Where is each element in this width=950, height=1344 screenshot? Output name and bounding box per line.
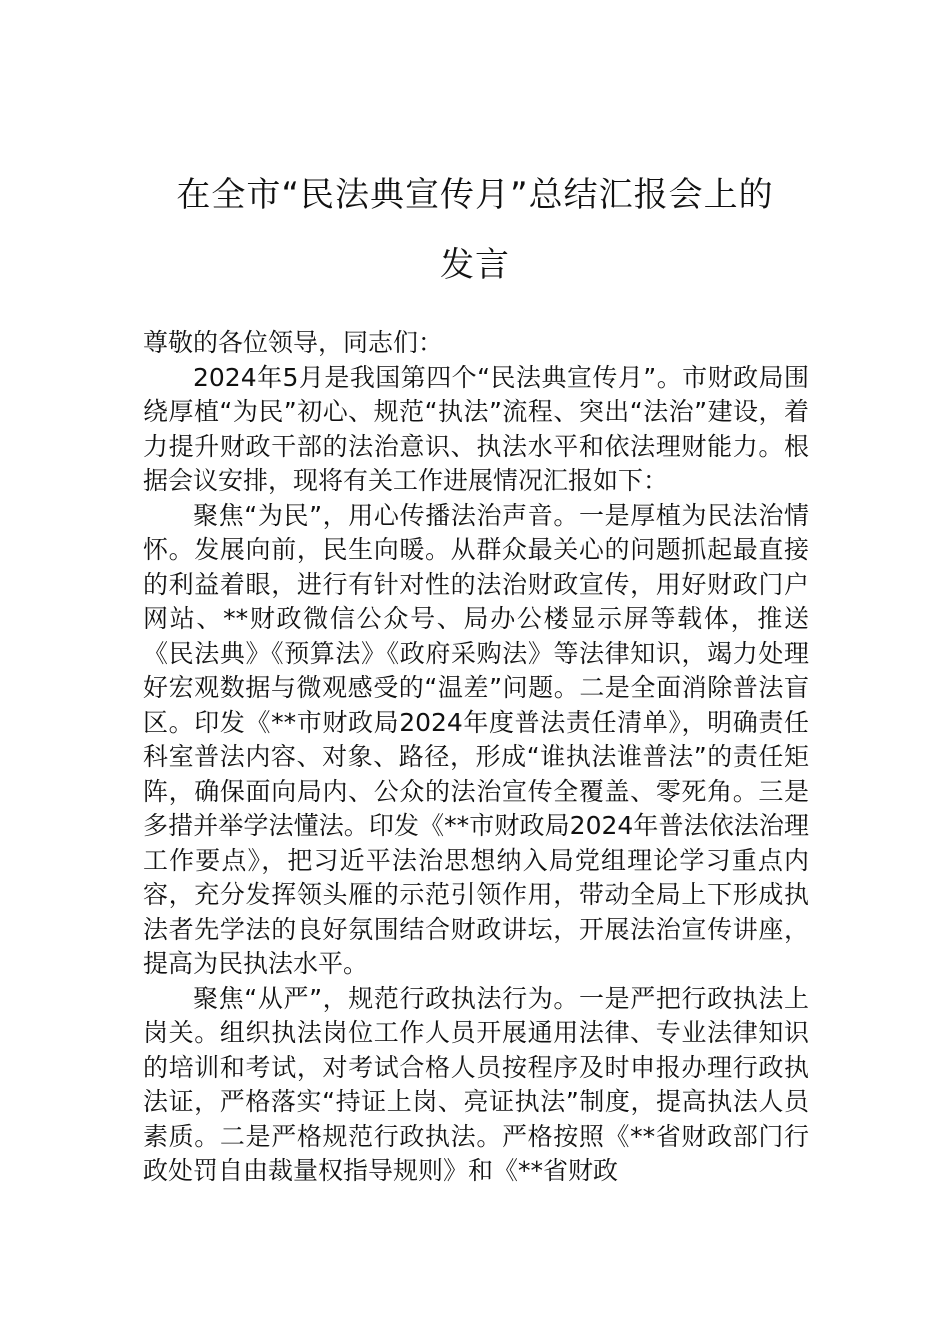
document-body (143, 326, 809, 1189)
title-line-2: 发言 (440, 245, 510, 285)
title-line-1: 在全市“民法典宣传月”总结汇报会上的 (176, 175, 774, 215)
paragraph-strict-enforcement: 聚焦“从严”，规范行政执法行为。一是严把行政执法上岗关。组织执法岗位工作人员开展通用法律、专业法律知识的培训和考试，对考试合格人员按程序及时申报办理行政执法证，严格落实“持证上岗、亮证执法”制度，提高执法人员素质。二是严格规范行政执法。严格按照《**省财政部门行政处罚自由裁量权指导规则》和《**省财政 (143, 983, 809, 1185)
salutation: 尊敬的各位领导，同志们： (143, 328, 444, 357)
paragraph-intro: 2024年5月是我国第四个“民法典宣传月”。市财政局围绕厚植“为民”初心、规范“执法”流程、突出“法治”建设，着力提升财政干部的法治意识、执法水平和依法理财能力。根据会议安排，现将有关工作进展情况汇报如下： (143, 362, 809, 495)
document-title (120, 160, 830, 300)
paragraph-for-the-people: 聚焦“为民”，用心传播法治声音。一是厚植为民法治情怀。发展向前，民生向暖。从群众最关心的问题抓起最直接的利益着眼，进行有针对性的法治财政宣传，用好财政门户网站、**财政微信公众号、局办公楼显示屏等载体，推送《民法典》《预算法》《政府采购法》等法律知识，竭力处理好宏观数据与微观感受的“温差”问题。二是全面消除普法盲区。印发《**市财政局2024年度普法责任清单》，明确责任科室普法内容、对象、路径，形成“谁执法谁普法”的责任矩阵，确保面向局内、公众的法治宣传全覆盖、零死角。三是多措并举学法懂法。印发《**市财政局2024年普法依法治理工作要点》，把习近平法治思想纳入局党组理论学习重点内容，充分发挥领头雁的示范引领作用，带动全局上下形成执法者先学法的良好氛围结合财政讲坛，开展法治宣传讲座，提高为民执法水平。 (143, 500, 809, 978)
